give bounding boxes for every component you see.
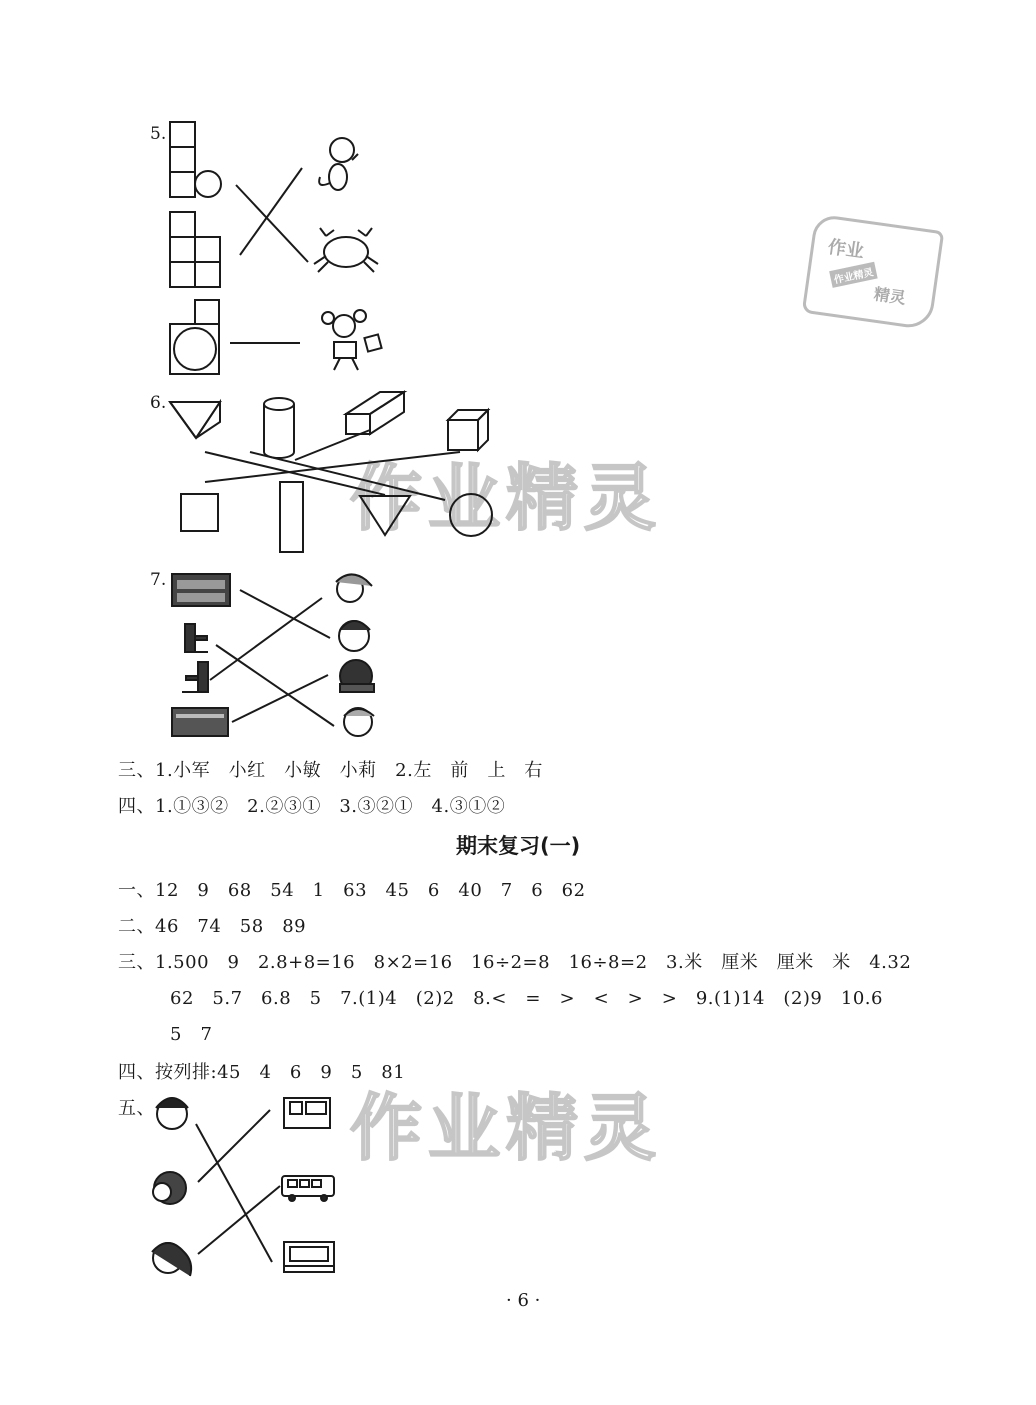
cylinder — [264, 398, 294, 458]
rectangle-shape — [280, 482, 303, 552]
monkey-icon — [319, 138, 358, 190]
q7-line-4 — [232, 675, 328, 722]
answer-san: 三、1.小军 小红 小敏 小莉 2.左 前 上 右 — [118, 760, 543, 781]
stamp-bottom-text: 精灵 — [872, 284, 907, 308]
review-wu: 五、 — [118, 1098, 155, 1119]
boy-head-icon-2 — [153, 1172, 186, 1204]
q6-line-2 — [205, 452, 460, 482]
q7-line-1 — [240, 590, 330, 638]
triangular-prism — [170, 402, 220, 438]
q6-line-1 — [205, 452, 385, 495]
q7-line-3 — [216, 645, 334, 726]
piano-side-icon-1 — [185, 624, 208, 652]
boy-face-icon — [339, 621, 370, 651]
cube — [448, 410, 488, 450]
watermark-2: 作业精灵 — [350, 1086, 663, 1170]
long-cuboid — [346, 392, 404, 434]
bus-back-icon — [284, 1242, 334, 1272]
q5-line-1 — [236, 185, 308, 262]
section-title: 期末复习(一) — [456, 834, 581, 858]
watermark-1: 作业精灵 — [350, 456, 663, 540]
page-number: · 6 · — [506, 1290, 541, 1311]
stamp-band-text: 作业精灵 — [829, 262, 878, 288]
boy-head-icon-1 — [156, 1098, 188, 1129]
q6-label: 6. — [150, 393, 167, 413]
boy-cap-icon — [336, 574, 372, 602]
bus-side-icon — [282, 1176, 334, 1201]
q5-label: 5. — [150, 124, 167, 144]
dresser-front-icon — [172, 574, 230, 606]
stamp-top-text: 作业 — [826, 236, 866, 263]
mouse-icon — [322, 310, 382, 370]
girl-head-icon — [152, 1243, 191, 1276]
q5-block-figure-2 — [170, 212, 220, 287]
review-si: 四、按列排:45 4 6 9 5 81 — [118, 1062, 406, 1083]
review-san-line3: 5 7 — [170, 1024, 213, 1045]
triangle-shape — [360, 496, 410, 535]
q7-label: 7. — [150, 570, 167, 590]
boy-back-icon — [340, 660, 374, 692]
review-yi: 一、12 9 68 54 1 63 45 6 40 7 6 62 — [118, 880, 586, 901]
q5-block-figure-3 — [170, 300, 219, 374]
circle-shape — [450, 494, 492, 536]
wu-line-3 — [198, 1186, 280, 1254]
q5-line-2 — [240, 168, 302, 255]
piano-front-icon — [172, 708, 228, 736]
boy-cap-back-icon — [344, 708, 374, 736]
answer-si: 四、1.①③② 2.②③① 3.③②① 4.③①② — [118, 796, 506, 817]
bus-front-icon — [284, 1098, 330, 1128]
square-shape — [181, 494, 218, 531]
crab-icon — [314, 228, 378, 272]
q6-line-4 — [295, 430, 370, 460]
q7-line-2 — [210, 598, 322, 680]
review-san-line2: 62 5.7 6.8 5 7.(1)4 (2)2 8.< = > < > > 9.(1)14 (2)9 10.6 — [170, 988, 883, 1009]
review-er: 二、46 74 58 89 — [118, 916, 307, 937]
piano-side-icon-2 — [182, 662, 208, 692]
q5-block-figure-1 — [170, 122, 221, 197]
review-san-line1: 三、1.500 9 2.8+8=16 8×2=16 16÷2=8 16÷8=2 3.米 厘米 厘米 米 4.32 — [118, 952, 912, 973]
